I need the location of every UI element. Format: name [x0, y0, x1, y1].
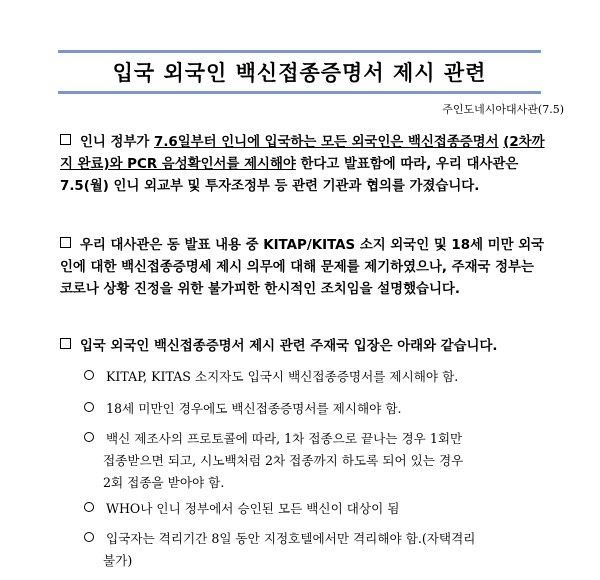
list-item-text: WHO나 인니 정부에서 승인된 모든 백신이 대상이 됨 — [106, 501, 400, 516]
circle-bullet-icon — [84, 532, 94, 542]
list-item — [84, 498, 549, 520]
document-title: 입국 외국인 백신접종증명서 제시 관련 — [112, 61, 487, 85]
list-item-text-continued: 접종받으면 되고, 시노백처럼 2차 접종까지 하도록 되어 있는 경우 — [103, 453, 464, 468]
list-item-text: 입국자는 격리기간 8일 동안 지정호텔에서만 격리해야 함.(자택격리 — [106, 531, 476, 546]
checkbox-bullet-icon — [60, 134, 71, 145]
checkbox-bullet-icon — [60, 237, 71, 248]
title-banner — [58, 50, 541, 94]
list-item-text-continued: 2회 접종을 받아야 함. — [103, 475, 225, 490]
paragraph-2-text: 우리 대사관은 동 발표 내용 중 KITAP/KITAS 소지 외국인 및 18세 미만 외국인에 대한 백신접종증명세 제시 의무에 대해 문제를 제기하였으나, 주재국 정부는 코로나 상황 진정을 위한 불가피한 한시적인 조치임을 설명했습니다. — [60, 238, 545, 297]
paragraph-1-underlined-b: (2차까지 완료)와 PCR 음성확인서를 제시해야 — [60, 135, 545, 172]
issuer-label: 주인도네시아대사관(7.5) — [442, 103, 564, 116]
circle-bullet-icon — [84, 502, 94, 512]
circle-bullet-icon — [84, 432, 94, 442]
paragraph-1-text-a: 인니 정부가 — [80, 135, 155, 150]
paragraph-3-text: 입국 외국인 백신접종증명서 제시 관련 주재국 입장은 아래와 같습니다. — [80, 339, 498, 354]
circle-bullet-icon — [84, 370, 94, 380]
list-item — [84, 398, 549, 420]
paragraph-1-text-b: 한다고 발표함에 따라, 우리 대사관은 7.5(월) 인니 외교부 및 투자조정부 등 관련 기관과 협의를 가졌습니다. — [60, 157, 519, 194]
paragraph-1-underlined-a: 7.6일부터 인니에 입국하는 모든 외국인은 백신접종증명서 — [154, 135, 499, 150]
paragraph-1 — [60, 132, 550, 198]
list-item — [84, 366, 549, 388]
list-item-text: 18세 미만인 경우에도 백신접종증명서를 제시해야 함. — [106, 401, 402, 416]
list-item — [84, 528, 549, 572]
paragraph-2 — [60, 235, 550, 301]
checkbox-bullet-icon — [60, 338, 71, 349]
circle-bullet-icon — [84, 402, 94, 412]
list-item-text: 백신 제조사의 프로토콜에 따라, 1차 접종으로 끝나는 경우 1회만 — [106, 431, 463, 446]
list-item — [84, 428, 549, 494]
paragraph-3 — [60, 336, 550, 358]
list-item-text-continued: 불가) — [103, 553, 133, 568]
list-item-text: KITAP, KITAS 소지자도 입국시 백신접종증명서를 제시해야 함. — [106, 369, 459, 384]
